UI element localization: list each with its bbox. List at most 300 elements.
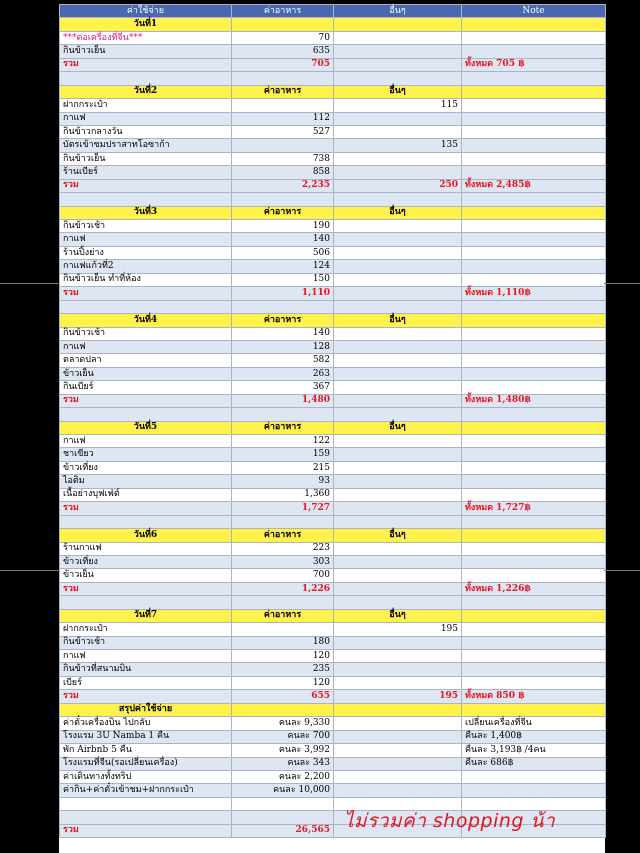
cell-c4 [462, 663, 606, 676]
cell-c3 [334, 408, 462, 421]
cell-c4 [462, 703, 606, 716]
cell-c4 [462, 314, 606, 327]
cell-c1: เนื้อย่างบุฟเฟ่ต์ [60, 488, 232, 501]
table-row [60, 233, 606, 246]
table-row [60, 220, 606, 233]
header-note: Note [462, 5, 606, 18]
cell-c4: ทั้งหมด 1,727฿ [462, 502, 606, 515]
table-row [60, 72, 606, 85]
cell-c3 [334, 300, 462, 313]
table-row [60, 730, 606, 743]
table-row [60, 193, 606, 206]
cell-c4 [462, 529, 606, 542]
cell-c3 [334, 287, 462, 300]
cell-c1: ค่าเดินทางทั้งทริป [60, 770, 232, 783]
cell-c3 [334, 381, 462, 394]
cell-c2: 223 [232, 542, 334, 555]
cell-c2: 93 [232, 475, 334, 488]
cell-c1: รวม [60, 179, 232, 192]
cell-c2: 635 [232, 45, 334, 58]
cell-c3 [334, 582, 462, 595]
cell-c2 [232, 623, 334, 636]
cell-c2: 1,360 [232, 488, 334, 501]
cell-c3 [334, 770, 462, 783]
table-row [60, 650, 606, 663]
table-row [60, 636, 606, 649]
table-row [60, 757, 606, 770]
cell-c2 [232, 193, 334, 206]
table-row [60, 663, 606, 676]
cell-c4 [462, 125, 606, 138]
cell-c2: คนละ 343 [232, 757, 334, 770]
cell-c3: อื่นๆ [334, 85, 462, 98]
cell-c4 [462, 246, 606, 259]
table-row [60, 515, 606, 528]
cell-c2: คนละ 9,330 [232, 717, 334, 730]
table-row [60, 596, 606, 609]
cell-c2: 1,727 [232, 502, 334, 515]
cell-c2: 1,480 [232, 394, 334, 407]
cell-c4 [462, 367, 606, 380]
cell-c3 [334, 18, 462, 31]
cell-c3: 135 [334, 139, 462, 152]
cell-c2: 506 [232, 246, 334, 259]
cell-c4 [462, 421, 606, 434]
cell-c1: ฝากกระเป๋า [60, 99, 232, 112]
spreadsheet-page [59, 4, 605, 853]
cell-c2: 235 [232, 663, 334, 676]
cell-c1: รวม [60, 394, 232, 407]
cell-c3: 250 [334, 179, 462, 192]
cell-c1: ข้าวเที่ยง [60, 461, 232, 474]
cell-c4 [462, 327, 606, 340]
divider-line [604, 570, 640, 571]
cell-c2: 655 [232, 690, 334, 703]
cell-c2: ค่าอาหาร [232, 529, 334, 542]
cell-c2: 70 [232, 31, 334, 44]
cell-c1: ตลาดปลา [60, 354, 232, 367]
cell-c2: 124 [232, 260, 334, 273]
cell-c2: 159 [232, 448, 334, 461]
cell-c1: กาแฟ [60, 435, 232, 448]
cell-c1: รวม [60, 58, 232, 71]
cell-c3: อื่นๆ [334, 421, 462, 434]
table-row [60, 475, 606, 488]
cell-c4: ทั้งหมด 1,480฿ [462, 394, 606, 407]
cell-c3 [334, 112, 462, 125]
cell-c1: ข้าวเย็น [60, 367, 232, 380]
cell-c1: ร้านเบียร์ [60, 166, 232, 179]
total-row [60, 394, 606, 407]
cell-c4 [462, 152, 606, 165]
table-row [60, 569, 606, 582]
cell-c3 [334, 717, 462, 730]
cell-c2: 700 [232, 569, 334, 582]
cell-c2: 180 [232, 636, 334, 649]
cell-c4 [462, 542, 606, 555]
cell-c3 [334, 340, 462, 353]
cell-c1: วันที่2 [60, 85, 232, 98]
cell-c2: 527 [232, 125, 334, 138]
cell-c1: วันที่6 [60, 529, 232, 542]
table-row [60, 125, 606, 138]
cell-c1: กินข้าวเช้า [60, 220, 232, 233]
cell-c1 [60, 797, 232, 810]
cell-c3 [334, 663, 462, 676]
cell-c1: กาแฟ [60, 233, 232, 246]
cell-c3 [334, 166, 462, 179]
section-header-row [60, 18, 606, 31]
cell-c3 [334, 515, 462, 528]
cell-c3: อื่นๆ [334, 206, 462, 219]
cell-c3 [334, 502, 462, 515]
cell-c1: ไอติม [60, 475, 232, 488]
table-row [60, 139, 606, 152]
cell-c2: 120 [232, 676, 334, 689]
cell-c4 [462, 340, 606, 353]
cell-c3 [334, 31, 462, 44]
section-header-row [60, 529, 606, 542]
table-row [60, 555, 606, 568]
cell-c4 [462, 220, 606, 233]
header-expense: ค่าใช้จ่าย [60, 5, 232, 18]
cell-c3 [334, 448, 462, 461]
cell-c3 [334, 58, 462, 71]
cell-c1: กาแฟ [60, 340, 232, 353]
cell-c3 [334, 636, 462, 649]
total-row [60, 582, 606, 595]
cell-c1: พัก Airbnb 5 คืน [60, 744, 232, 757]
table-row [60, 273, 606, 286]
cell-c2: ค่าอาหาร [232, 421, 334, 434]
total-row [60, 502, 606, 515]
total-row [60, 58, 606, 71]
cell-c3: อื่นๆ [334, 609, 462, 622]
cell-c4 [462, 435, 606, 448]
cell-c4: ทั้งหมด 1,226฿ [462, 582, 606, 595]
cell-c1: วันที่7 [60, 609, 232, 622]
cell-c4 [462, 354, 606, 367]
divider-line [0, 283, 60, 284]
section-header-row [60, 421, 606, 434]
table-row [60, 744, 606, 757]
cell-c2: ค่าอาหาร [232, 609, 334, 622]
cell-c1: กินข้าวกลางวัน [60, 125, 232, 138]
cell-c4 [462, 650, 606, 663]
cell-c2: 2,235 [232, 179, 334, 192]
cell-c1 [60, 811, 232, 824]
cell-c4 [462, 488, 606, 501]
cell-c1: วันที่1 [60, 18, 232, 31]
table-row [60, 770, 606, 783]
cell-c4: คืนละ 686฿ [462, 757, 606, 770]
table-row [60, 381, 606, 394]
table-row [60, 717, 606, 730]
section-header-row [60, 314, 606, 327]
cell-c3 [334, 233, 462, 246]
cell-c4 [462, 569, 606, 582]
table-row [60, 260, 606, 273]
cell-c4: คืนละ 3,193฿ /4คน [462, 744, 606, 757]
cell-c3 [334, 273, 462, 286]
cell-c1: รวม [60, 287, 232, 300]
cell-c4 [462, 448, 606, 461]
cell-c1: ***ต่อเครื่องที่จีน*** [60, 31, 232, 44]
cell-c3 [334, 125, 462, 138]
cell-c4 [462, 260, 606, 273]
table-row [60, 784, 606, 797]
cell-c1: กาแฟแก้วที่2 [60, 260, 232, 273]
cell-c3 [334, 542, 462, 555]
cell-c2 [232, 596, 334, 609]
cell-c4 [462, 596, 606, 609]
cell-c3 [334, 461, 462, 474]
table-row [60, 542, 606, 555]
cell-c4 [462, 676, 606, 689]
cell-c2: 263 [232, 367, 334, 380]
cell-c4 [462, 461, 606, 474]
cell-c1: บัตรเข้าชมปราสาทโอซาก้า [60, 139, 232, 152]
divider-line [0, 570, 60, 571]
cell-c1: โรงแรมที่จีน(รอเปลี่ยนเครื่อง) [60, 757, 232, 770]
cell-c3: 195 [334, 623, 462, 636]
cell-c1: กินข้าวเช้า [60, 327, 232, 340]
cell-c4: ทั้งหมด 850 ฿ [462, 690, 606, 703]
cell-c2: 122 [232, 435, 334, 448]
cell-c1: วันที่3 [60, 206, 232, 219]
cell-c4 [462, 166, 606, 179]
cell-c1: กินข้าวเช้า [60, 636, 232, 649]
cell-c3: 195 [334, 690, 462, 703]
cell-c2: ค่าอาหาร [232, 85, 334, 98]
cell-c2: 1,226 [232, 582, 334, 595]
cell-c1: กาแฟ [60, 650, 232, 663]
table-row [60, 408, 606, 421]
table-row [60, 327, 606, 340]
total-row [60, 287, 606, 300]
cell-c1: ร้านปิ้งย่าง [60, 246, 232, 259]
cell-c2: 112 [232, 112, 334, 125]
cell-c1: รวม [60, 690, 232, 703]
cell-c1 [60, 300, 232, 313]
cell-c3 [334, 596, 462, 609]
cell-c3 [334, 367, 462, 380]
cell-c1: ค่ากิน+ค่าตั๋วเข้าชม+ฝากกระเป๋า [60, 784, 232, 797]
cell-c1: ค่าตั๋วเครื่องบิน ไปกลับ [60, 717, 232, 730]
cell-c4 [462, 112, 606, 125]
cell-c4 [462, 99, 606, 112]
cell-c2 [232, 408, 334, 421]
cell-c4 [462, 555, 606, 568]
cell-c3 [334, 246, 462, 259]
cell-c3 [334, 784, 462, 797]
section-header-row [60, 609, 606, 622]
cell-c4 [462, 273, 606, 286]
table-row [60, 152, 606, 165]
table-row [60, 367, 606, 380]
cell-c2: คนละ 3,992 [232, 744, 334, 757]
cell-c3 [334, 260, 462, 273]
table-row [60, 461, 606, 474]
cell-c4 [462, 206, 606, 219]
cell-c2: คนละ 2,200 [232, 770, 334, 783]
cell-c2: 150 [232, 273, 334, 286]
table-row [60, 166, 606, 179]
cell-c1: วันที่4 [60, 314, 232, 327]
expense-table-body [60, 5, 606, 838]
cell-c4 [462, 18, 606, 31]
cell-c4 [462, 784, 606, 797]
cell-c2: 705 [232, 58, 334, 71]
cell-c1: กาแฟ [60, 112, 232, 125]
cell-c3 [334, 703, 462, 716]
cell-c4 [462, 381, 606, 394]
table-row [60, 112, 606, 125]
total-row [60, 179, 606, 192]
cell-c3 [334, 555, 462, 568]
cell-c4: คืนละ 1,400฿ [462, 730, 606, 743]
cell-c1: กินข้าวเย็น [60, 45, 232, 58]
cell-c4 [462, 72, 606, 85]
cell-c4 [462, 475, 606, 488]
cell-c1 [60, 515, 232, 528]
cell-c1 [60, 193, 232, 206]
cell-c2: 26,565 [232, 824, 334, 837]
cell-c3 [334, 569, 462, 582]
cell-c2: 120 [232, 650, 334, 663]
cell-c3 [334, 475, 462, 488]
cell-c2: 858 [232, 166, 334, 179]
table-row [60, 300, 606, 313]
cell-c1: ชาเขียว [60, 448, 232, 461]
cell-c2: 140 [232, 327, 334, 340]
table-row [60, 623, 606, 636]
cell-c3 [334, 744, 462, 757]
table-row [60, 354, 606, 367]
cell-c4: ทั้งหมด 705 ฿ [462, 58, 606, 71]
cell-c4 [462, 85, 606, 98]
cell-c2 [232, 703, 334, 716]
cell-c3 [334, 394, 462, 407]
table-row [60, 99, 606, 112]
cell-c2: 367 [232, 381, 334, 394]
cell-c1: ร้านกาแฟ [60, 542, 232, 555]
section-header-row [60, 85, 606, 98]
cell-c3 [334, 45, 462, 58]
table-row [60, 488, 606, 501]
cell-c3 [334, 757, 462, 770]
table-row [60, 340, 606, 353]
cell-c2 [232, 72, 334, 85]
cell-c2: 140 [232, 233, 334, 246]
cell-c2 [232, 300, 334, 313]
cell-c1: กินข้าวเย็น [60, 152, 232, 165]
table-row [60, 448, 606, 461]
cell-c1 [60, 596, 232, 609]
cell-c1: รวม [60, 502, 232, 515]
cell-c4: ทั้งหมด 1,110฿ [462, 287, 606, 300]
header-row [60, 5, 606, 18]
cell-c2: คนละ 700 [232, 730, 334, 743]
cell-c4 [462, 609, 606, 622]
cell-c4 [462, 515, 606, 528]
header-food: ค่าอาหาร [232, 5, 334, 18]
cell-c2 [232, 797, 334, 810]
cell-c1: เบียร์ [60, 676, 232, 689]
cell-c3 [334, 354, 462, 367]
cell-c2 [232, 139, 334, 152]
cell-c2: ค่าอาหาร [232, 314, 334, 327]
cell-c4 [462, 636, 606, 649]
divider-line [604, 283, 640, 284]
cell-c3 [334, 435, 462, 448]
cell-c4 [462, 139, 606, 152]
cell-c3 [334, 730, 462, 743]
cell-c3: อื่นๆ [334, 529, 462, 542]
cell-c1: โรงแรม 3U Namba 1 คืน [60, 730, 232, 743]
cell-c1: ฝากกระเป๋า [60, 623, 232, 636]
cell-c3 [334, 676, 462, 689]
table-row [60, 676, 606, 689]
cell-c3: อื่นๆ [334, 314, 462, 327]
cell-c2: ค่าอาหาร [232, 206, 334, 219]
section-header-row [60, 703, 606, 716]
cell-c1: ข้าวเที่ยง [60, 555, 232, 568]
table-row [60, 45, 606, 58]
cell-c1: รวม [60, 824, 232, 837]
cell-c4 [462, 233, 606, 246]
cell-c1: รวม [60, 582, 232, 595]
cell-c2 [232, 18, 334, 31]
cell-c2: 190 [232, 220, 334, 233]
cell-c4 [462, 770, 606, 783]
section-header-row [60, 206, 606, 219]
cell-c2 [232, 99, 334, 112]
expense-table [59, 4, 606, 838]
cell-c3 [334, 220, 462, 233]
cell-c4 [462, 300, 606, 313]
cell-c4: ทั้งหมด 2,485฿ [462, 179, 606, 192]
cell-c3 [334, 152, 462, 165]
cell-c2: 1,110 [232, 287, 334, 300]
cell-c1 [60, 72, 232, 85]
handwritten-note: ไม่รวมค่า shopping น้า [344, 810, 556, 832]
cell-c2: 738 [232, 152, 334, 165]
table-row [60, 435, 606, 448]
cell-c4: เปลี่ยนเครื่องที่จีน [462, 717, 606, 730]
cell-c2: 215 [232, 461, 334, 474]
cell-c2 [232, 811, 334, 824]
cell-c3 [334, 193, 462, 206]
cell-c2: คนละ 10,000 [232, 784, 334, 797]
cell-c2: 303 [232, 555, 334, 568]
cell-c4 [462, 623, 606, 636]
header-other: อื่นๆ [334, 5, 462, 18]
table-row [60, 31, 606, 44]
cell-c1: ข้าวเย็น [60, 569, 232, 582]
cell-c2: 582 [232, 354, 334, 367]
cell-c1: วันที่5 [60, 421, 232, 434]
cell-c1: กินเบียร์ [60, 381, 232, 394]
cell-c3 [334, 650, 462, 663]
cell-c4 [462, 31, 606, 44]
cell-c3 [334, 488, 462, 501]
cell-c4 [462, 408, 606, 421]
total-row [60, 690, 606, 703]
cell-c4 [462, 45, 606, 58]
table-row [60, 246, 606, 259]
cell-c2 [232, 515, 334, 528]
